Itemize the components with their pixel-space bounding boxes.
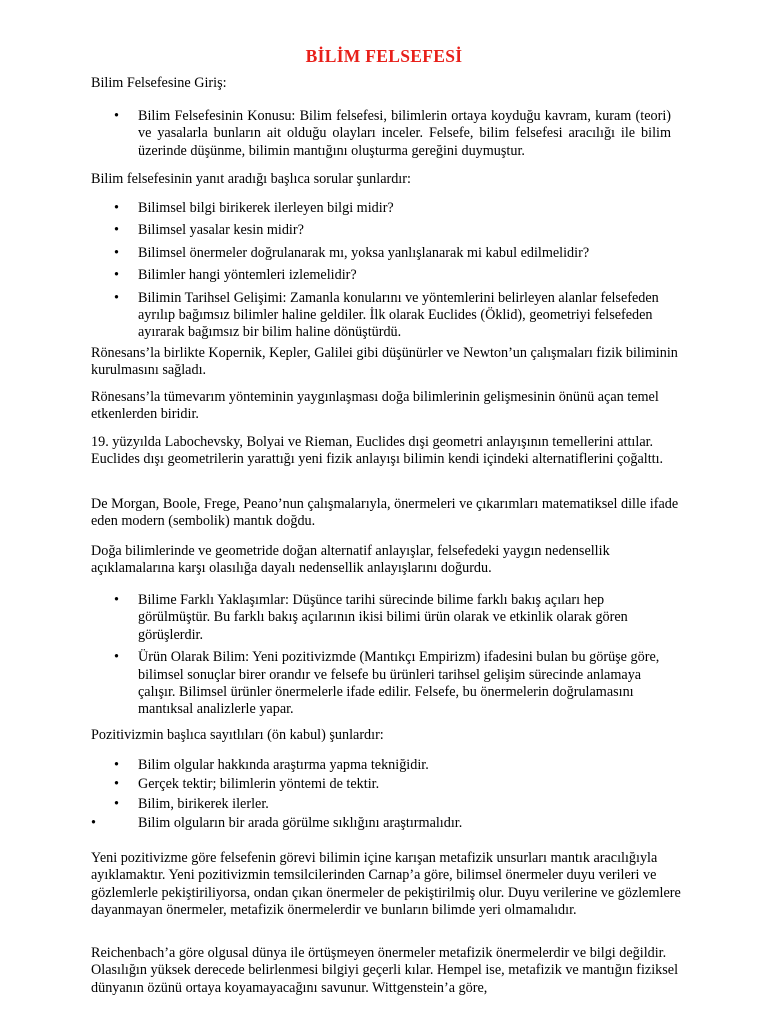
list-item-text: Bilime Farklı Yaklaşımlar: Düşünce tarihi sürecinde bilime farklı bakış açıları hep görülmüştür. Bu farklı bakış açılarının ikisi bilimi ürün olarak ve etkinlik olarak gören görüşlerdir. — [138, 592, 628, 643]
paragraph-natural-sciences: Doğa bilimlerinde ve geometride doğan alternatif anlayışlar, felsefedeki yaygın nedensellik açıklamalarına karşı olasılığa dayalı nedensellik anlayışlarını doğurdu. — [91, 543, 610, 577]
bullet: • — [114, 108, 119, 124]
list-item — [0, 200, 671, 217]
paragraph-reichenbach: Reichenbach’a göre olgusal dünya ile örtüşmeyen önermeler metafizik önermelerdir ve bilgi değildir. Olasılığın yüksek derecede belirlenmesi bilgiyi geçerli kılar. Hempel ise, metafizik ve mantığın fiziksel dünyanın özünü ortaya koyamayacağını savunur. Wittgenstein’a göre, — [91, 945, 679, 996]
list-item-text: Bilim Felsefesinin Konusu: Bilim felsefesi, bilimlerin ortaya koyduğu kavram, kuram (teori) ve yasalarla bunların ait olduğu olayları inceler. Felsefe, bilim felsefesi aracılığı ile bilim üzerinde düşünme, bilimin mantığını oluşturma gereğini duymuştur. — [138, 108, 671, 159]
paragraph-renaissance-1: Rönesans’la birlikte Kopernik, Kepler, Galilei gibi düşünürler ve Newton’un çalışmaları fizik biliminin kurulmasını sağladı. — [91, 345, 678, 379]
document-title: BİLİM FELSEFESİ — [305, 46, 463, 66]
paragraph-modern-logic: De Morgan, Boole, Frege, Peano’nun çalışmalarıyla, önermeleri ve çıkarımları matematiksel dille ifade eden modern (sembolik) mantık doğdu. — [91, 496, 679, 530]
list-item — [0, 290, 671, 342]
bullet: • — [114, 222, 119, 239]
bullet: • — [114, 795, 119, 812]
approaches-list — [0, 592, 768, 724]
bullet: • — [114, 244, 119, 261]
paragraph-renaissance-2: Rönesans’la tümevarım yönteminin yaygınlaşması doğa bilimlerinin gelişmesinin önünü açan temel etkenlerden biridir. — [91, 389, 659, 423]
list-item-text: Bilim, birikerek ilerler. — [138, 795, 269, 812]
list-item — [0, 592, 671, 644]
list-item — [0, 649, 671, 719]
list-item-text: Bilimsel bilgi birikerek ilerleyen bilgi midir? — [138, 200, 394, 216]
questions-list — [0, 200, 768, 347]
list-item — [0, 222, 671, 239]
positivism-list — [0, 757, 768, 835]
bullet: • — [114, 592, 119, 608]
paragraph-questions: Bilim felsefesinin yanıt aradığı başlıca sorular şunlardır: — [91, 171, 411, 187]
paragraph-new-positivism: Yeni pozitivizme göre felsefenin görevi bilimin içine karışan metafizik unsurları mantık aracılığıyla ayıklamaktır. Yeni pozitivizmin temsilcilerinden Carnap’a göre, bilimsel önermeler duyu verileri ve gözlemlerle pekiştiriliyorsa, ondan çıkan önermeler de pekiştirilmiş olur. Duyu verilerine ve gözlemlere dayanmayan önermeler, metafizik önermelerdir ve bunların bilimde yeri olmamalıdır. — [91, 850, 681, 919]
list-item — [0, 815, 671, 832]
topic-list — [0, 108, 768, 160]
list-item — [0, 108, 671, 160]
list-item-text: Gerçek tektir; bilimlerin yöntemi de tektir. — [138, 776, 380, 793]
bullet: • — [114, 200, 119, 216]
list-item-text: Bilimin Tarihsel Gelişimi: Zamanla konularını ve yöntemlerini belirleyen alanlar felsefeden ayrılıp bağımsız bilimler haline geldiler. İlk olarak Euclides (Öklid), geometriyi felsefeden ayırarak bağımsız bir bilim haline dönüştürdü. — [138, 289, 659, 341]
paragraph-19th-century: 19. yüzyılda Labochevsky, Bolyai ve Rieman, Euclides dışi geometri anlayışının temellerini attılar. Euclides dışı geometrilerin yarattığı yeni fizik anlayışı bilimin kendi içindeki alternatiflerini çoğalttı. — [91, 434, 664, 468]
list-item — [0, 245, 671, 262]
bullet: • — [114, 649, 119, 666]
list-item-text: Bilim olguların bir arada görülme sıklığını araştırmalıdır. — [138, 815, 463, 832]
bullet: • — [114, 267, 119, 284]
list-item — [0, 796, 671, 813]
bullet: • — [114, 757, 119, 773]
list-item-text: Bilim olgular hakkında araştırma yapma tekniğidir. — [138, 757, 429, 773]
list-item — [0, 757, 671, 774]
list-item-text: Bilimsel önermeler doğrulanarak mı, yoksa yanlışlanarak mi kabul edilmelidir? — [138, 244, 590, 261]
bullet: • — [114, 776, 119, 793]
paragraph-positivism: Pozitivizmin başlıca sayıtlıları (ön kabul) şunlardır: — [91, 727, 384, 743]
list-item-text: Bilimsel yasalar kesin midir? — [138, 222, 304, 239]
list-item-text: Bilimler hangi yöntemleri izlemelidir? — [138, 267, 357, 284]
list-item — [0, 776, 671, 793]
list-item — [0, 267, 671, 284]
bullet: • — [114, 289, 119, 306]
bullet: • — [91, 815, 96, 832]
intro-heading: Bilim Felsefesine Giriş: — [91, 75, 227, 91]
list-item-text: Ürün Olarak Bilim: Yeni pozitivizmde (Mantıkçı Empirizm) ifadesini bulan bu görüşe göre, bilimsel sonuçlar birer orandır ve felsefe bu ürünleri tarihsel gelişim sürecinde anlamaya çalışır. Bilimsel ürünler önermelerle ifade edilir. Felsefe, bu önermelerin doğrulamasını mantıksal analizlerle yapar. — [138, 649, 660, 718]
